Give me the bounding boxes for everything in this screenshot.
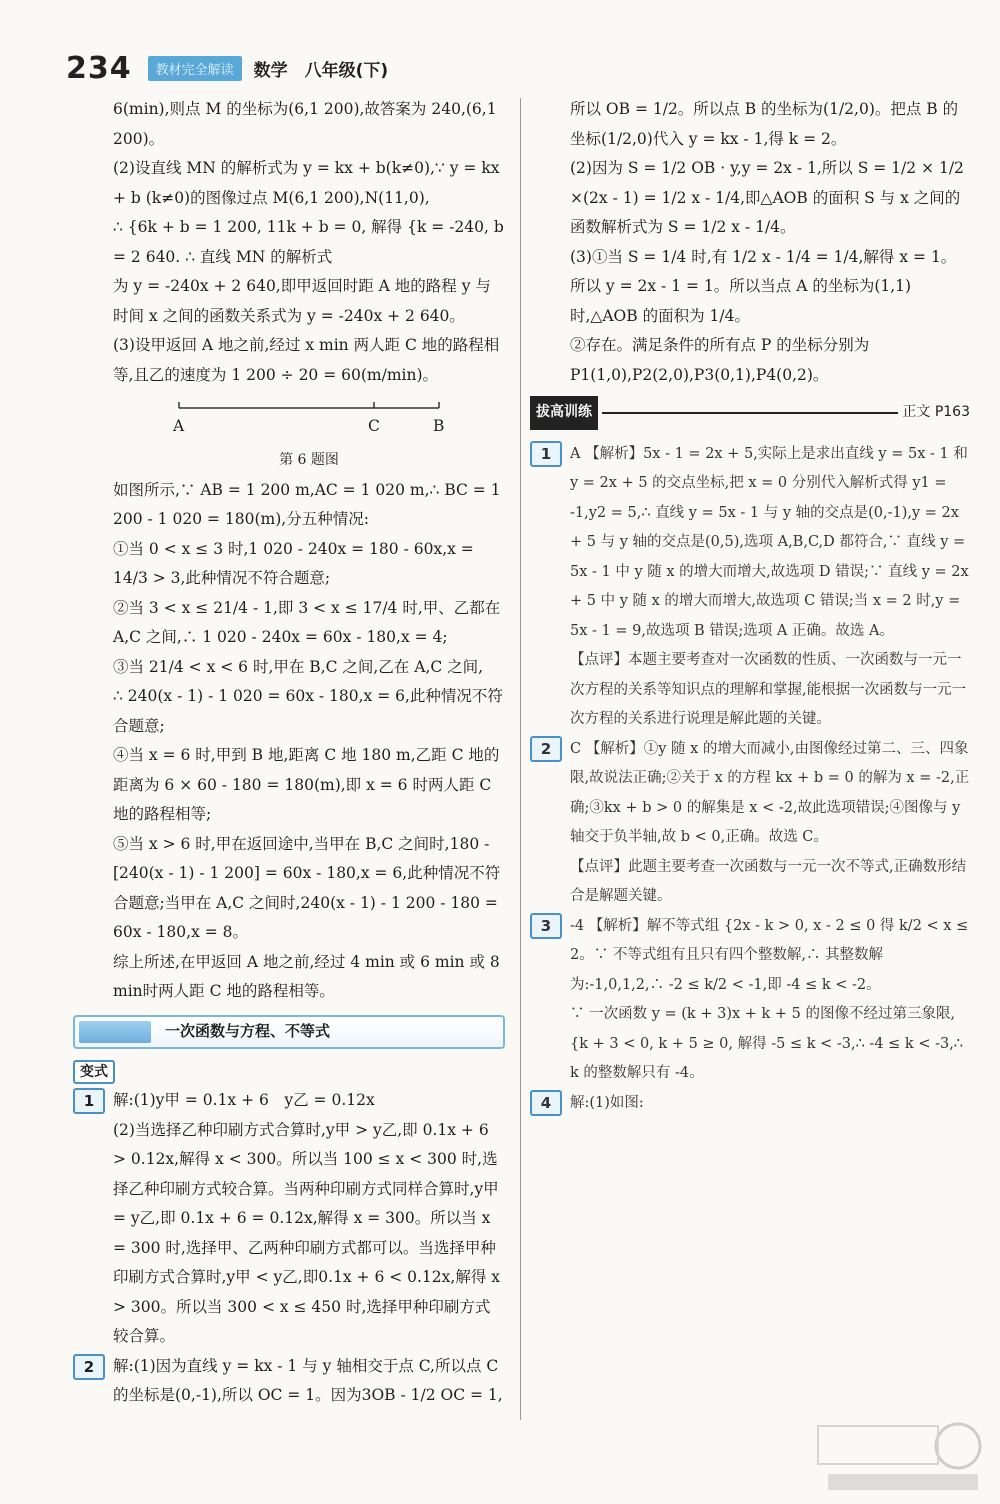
left-column bbox=[80, 95, 505, 1411]
case-3: ③当 21/4 < x < 6 时,甲在 B,C 之间,乙在 A,C 之间, bbox=[113, 657, 484, 676]
paragraph: ②存在。满足条件的所有点 P 的坐标分别为 P1(1,0),P2(2,0),P3(0,1),P4(0,2)。 bbox=[570, 336, 870, 384]
line-segment-diagram bbox=[113, 390, 505, 446]
point-label-a: A bbox=[173, 417, 185, 435]
answer-text: 解:(1)因为直线 y = kx - 1 与 y 轴相交于点 C,所以点 C 的坐标是(0,-1),所以 OC = 1。因为3OB - 1/2 OC = 1, bbox=[113, 1356, 503, 1404]
paragraph: (2)设直线 MN 的解析式为 y = kx + b(k≠0),∵ y = kx + b (k≠0)的图像过点 M(6,1 200),N(11,0), bbox=[113, 159, 500, 207]
series-tag: 教材完全解读 bbox=[148, 56, 242, 81]
paragraph: ∴ 240(x - 1) - 1 020 = 60x - 180,x = 6,此种情况不符合题意; bbox=[113, 687, 503, 735]
page-reference: 正文 P163 bbox=[902, 404, 970, 420]
section-banner bbox=[73, 1015, 505, 1049]
comment-text: 【点评】本题主要考查对一次函数的性质、一次函数与一元一次方程的关系等知识点的理解和掌握,能根据一次函数与一元一次方程的关系进行说理是解此题的关键。 bbox=[570, 652, 967, 727]
question-number-3: 3 bbox=[530, 913, 562, 939]
point-label-c: C bbox=[368, 417, 380, 435]
case-2: ②当 3 < x ≤ 21/4 - 1,即 3 < x ≤ 17/4 时,甲、乙都在 A,C 之间,∴ 1 020 - 240x = 60x - 180,x = 4; bbox=[113, 598, 501, 646]
figure-caption: 第 6 题图 bbox=[279, 452, 339, 468]
paragraph: 所以 OB = 1/2。所以点 B 的坐标为(1/2,0)。把点 B 的坐标(1/2,0)代入 y = kx - 1,得 k = 2。 bbox=[570, 100, 959, 148]
page-header bbox=[66, 48, 388, 88]
paragraph: (3)设甲返回 A 地之前,经过 x min 两人距 C 地的路程相等,且乙的速度为 1 200 ÷ 20 = 60(m/min)。 bbox=[113, 336, 500, 384]
comment-text: 【点评】此题主要考查一次函数与一元一次不等式,正确数形结合是解题关键。 bbox=[570, 858, 967, 904]
paragraph: 如图所示,∵ AB = 1 200 m,AC = 1 020 m,∴ BC = 1 200 - 1 020 = 180(m),分五种情况: bbox=[113, 480, 501, 528]
answer-text: ∵ 一次函数 y = (k + 3)x + k + 5 的图像不经过第三象限,{k + 3 < 0, k + 5 ≥ 0, 解得 -5 ≤ k < -3,∴ -4 ≤ k < -3,∴ k 的整数解只有 -4。 bbox=[570, 1006, 964, 1081]
answer-text: A 【解析】5x - 1 = 2x + 5,实际上是求出直线 y = 5x - 1 和 y = 2x + 5 的交点坐标,把 x = 0 分别代入解析式得 y1 = -1,y2 = 5,∴ 直线 y = 5x - 1 与 y 轴的交点是(0,-1),y = 2x + 5 与 y 轴的交点是(0,5),选项 A,B,C,D 都符合,∵ 直线 y = 5x - 1 中 y 随 x 的增大而增大,故选项 D 错误;∵ 直线 y = 2x + 5 中 y 随 x 的增大而增大,故选项 C 错误;当 x = 2 时,y = 5x - 1 = 9,故选项 B 错误;选项 A 正确。故选 A。 bbox=[570, 445, 969, 639]
answer-text: (2)当选择乙种印刷方式合算时,y甲 > y乙,即 0.1x + 6 > 0.12x,解得 x < 300。所以当 100 ≤ x < 300 时,选择乙种印刷方式较合算。当两种印刷方式同样合算时,y甲 = y乙,即 0.1x + 6 = 0.12x,解得 x = 300。所以当 x = 300 时,选择甲、乙两种印刷方式都可以。当选择甲种印刷方式合算时,y甲 < y乙,即0.1x + 6 < 0.12x,解得 x > 300。所以当 300 < x ≤ 450 时,选择甲种印刷方式较合算。 bbox=[113, 1120, 500, 1345]
arrow-line-icon bbox=[602, 412, 898, 414]
paragraph: (3)①当 S = 1/4 时,有 1/2 x - 1/4 = 1/4,解得 x = 1。所以 y = 2x - 1 = 1。所以当点 A 的坐标为(1,1)时,△AOB 的面积为 1/4。 bbox=[570, 247, 957, 325]
case-1: ①当 0 < x ≤ 3 时,1 020 - 240x = 180 - 60x,x = 14/3 > 3,此种情况不符合题意; bbox=[113, 539, 474, 587]
answer-text: -4 【解析】解不等式组 {2x - k > 0, x - 2 ≤ 0 得 k/2 < x ≤ 2。∵ 不等式组有且只有四个整数解,∴ 其整数解为:-1,0,1,2,∴ -2 ≤ k/2 < -1,即 -4 ≤ k < -2。 bbox=[570, 917, 969, 993]
watermark-logo bbox=[808, 1416, 988, 1496]
section-number-badge bbox=[79, 1021, 151, 1043]
conclusion: 综上所述,在甲返回 A 地之前,经过 4 min 或 6 min 或 8 min时两人距 C 地的路程相等。 bbox=[113, 952, 500, 1000]
column-divider bbox=[520, 98, 521, 1420]
variant-tag: 变式 bbox=[73, 1060, 115, 1084]
equation-system: ∴ {6k + b = 1 200, 11k + b = 0, 解得 {k = -240, b = 2 640. ∴ 直线 MN 的解析式 bbox=[113, 218, 504, 266]
question-number-1: 1 bbox=[530, 441, 562, 467]
advanced-training-label: 拔高训练 bbox=[530, 396, 598, 430]
paragraph: 6(min),则点 M 的坐标为(6,1 200),故答案为 240,(6,1 200)。 bbox=[113, 100, 497, 148]
page-number: 234 bbox=[66, 50, 132, 86]
subject-label: 数学 八年级(下) bbox=[253, 60, 389, 81]
point-label-b: B bbox=[433, 417, 445, 435]
paragraph: (2)因为 S = 1/2 OB · y,y = 2x - 1,所以 S = 1/2 × 1/2 ×(2x - 1) = 1/2 x - 1/4,即△AOB 的面积 S 与 x 之间的函数解析式为 S = 1/2 x - 1/4。 bbox=[570, 159, 964, 236]
case-5: ⑤当 x > 6 时,甲在返回途中,当甲在 B,C 之间时,180 - [240(x - 1) - 1 200] = 60x - 180,x = 6,此种情况不符合题意;当甲在 A,C 之间时,240(x - 1) - 1 200 - 180 = 60x - 180,x = 8。 bbox=[113, 834, 501, 941]
answer-text: 解:(1)如图: bbox=[570, 1094, 644, 1111]
answer-text: C 【解析】①y 随 x 的增大而减小,由图像经过第二、三、四象限,故说法正确;②关于 x 的方程 kx + b = 0 的解为 x = -2,正确;③kx + b > 0 的解集是 x < -2,故此选项错误;④图像与 y 轴交于负半轴,故 b < 0,正确。故选 C。 bbox=[570, 740, 970, 845]
question-number-1: 1 bbox=[73, 1088, 105, 1114]
advanced-training-bar bbox=[530, 396, 970, 430]
answer-text: 解:(1)y甲 = 0.1x + 6 y乙 = 0.12x bbox=[113, 1091, 375, 1109]
paragraph: 为 y = -240x + 2 640,即甲返回时距 A 地的路程 y 与时间 x 之间的函数关系式为 y = -240x + 2 640。 bbox=[113, 277, 491, 325]
question-number-4: 4 bbox=[530, 1090, 562, 1116]
question-number-2: 2 bbox=[530, 736, 562, 762]
section-title: 一次函数与方程、不等式 bbox=[165, 1021, 331, 1040]
case-4: ④当 x = 6 时,甲到 B 地,距离 C 地 180 m,乙距 C 地的距离为 6 × 60 - 180 = 180(m),即 x = 6 时两人距 C 地的路程相等; bbox=[113, 746, 500, 823]
right-column bbox=[536, 95, 970, 1118]
question-number-2: 2 bbox=[73, 1354, 105, 1380]
